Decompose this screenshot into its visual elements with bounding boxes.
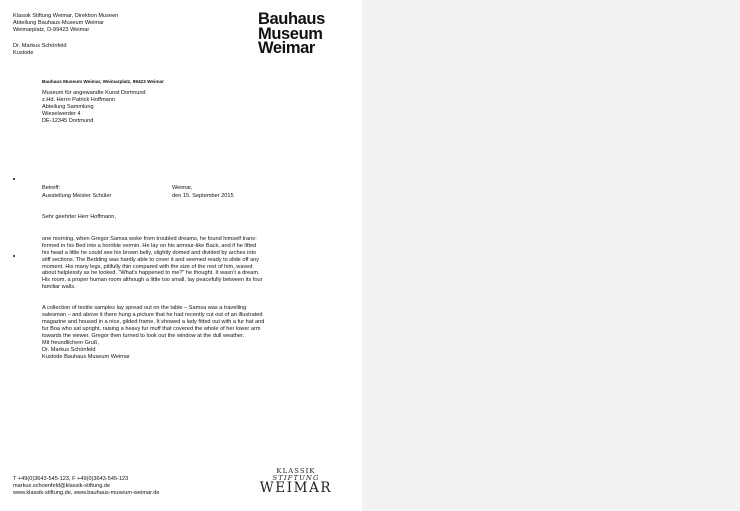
fold-mark-icon bbox=[13, 178, 15, 180]
salutation: Sehr geehrter Herr Hoffmann, bbox=[42, 214, 116, 220]
brand-line: STIFTUNG bbox=[272, 474, 320, 482]
letter-body bbox=[42, 229, 284, 354]
date-text: den 15. September 2015 bbox=[172, 193, 234, 199]
closing-signature: Mit freundlichem Gruß, Dr. Markus Schönfeld Kustode Bauhaus Museum Weimar bbox=[42, 340, 130, 360]
punch-mark-icon bbox=[13, 255, 15, 257]
footer-contact: T +49(0)3643-545-123, F +49(0)3643-545-123 markus.schoenfeld@klassik-stiftung.de www.klassik-stiftung.de, www.bauhaus-museum-weimar.de bbox=[13, 476, 160, 496]
bauhaus-museum-logo: Bauhaus Museum Weimar bbox=[258, 10, 325, 57]
date-place: Weimar, bbox=[172, 185, 193, 191]
recipient-address: Museum für angewandte Kunst Dortmund z.Hd. Herrn Patrick Hoffmann Abteilung Sammlung Wieselwerder 4 DE-12345 Dortmund bbox=[42, 90, 146, 124]
brand-line: KLASSIK bbox=[276, 467, 316, 475]
background-area bbox=[362, 0, 740, 511]
body-paragraph: one morning, when Gregor Samsa woke from troubled dreams, he found himself trans- formed in his Bed into a horrible vermin. He lay on his armour-like Back, and if he lifted his head a little he could see his brown belly, slightly domed and divided by arches into stiff sections. The Bedding was hardly able to cover it and seemed ready to slide off any moment. His many legs, pitifully thin compared with the size of the rest of him, waved about helplessly as he looked. “What’s happened to me?” he thought. It wasn’t a dream. His room, a proper human room although a little too small, lay peacefully between its four familiar walls. bbox=[42, 235, 263, 291]
letter-page bbox=[0, 0, 362, 511]
sender-address: Klassik Stiftung Weimar, Direktion Museen Abteilung Bauhaus-Museum Weimar Weimarplatz, D-99423 Weimar bbox=[13, 13, 119, 33]
klassik-stiftung-logo bbox=[256, 468, 336, 495]
subject-label: Betreff: bbox=[42, 185, 60, 191]
return-address-line: Bauhaus Museum Weimar, Weimarplatz, 99423 Weimar bbox=[42, 79, 164, 84]
brand-line: WEIMAR bbox=[259, 480, 333, 496]
sender-contact: Dr. Markus Schönfeld Kustode bbox=[13, 43, 67, 56]
subject-text: Ausstellung Meister Schüler bbox=[42, 193, 112, 199]
body-paragraph: A collection of textile samples lay spread out on the table – Samsa was a travelling salesman – and above it there hung a picture that he had recently cut out of an illustrated magazine and housed in a nice, gilded frame. It showed a lady fitted out with a fur hat and fur Boa who sat upright, raising a heavy fur muff that covered the whole of her lower arm towards the viewer. Gregor then turned to look out the window at the dull weather. bbox=[42, 305, 265, 339]
